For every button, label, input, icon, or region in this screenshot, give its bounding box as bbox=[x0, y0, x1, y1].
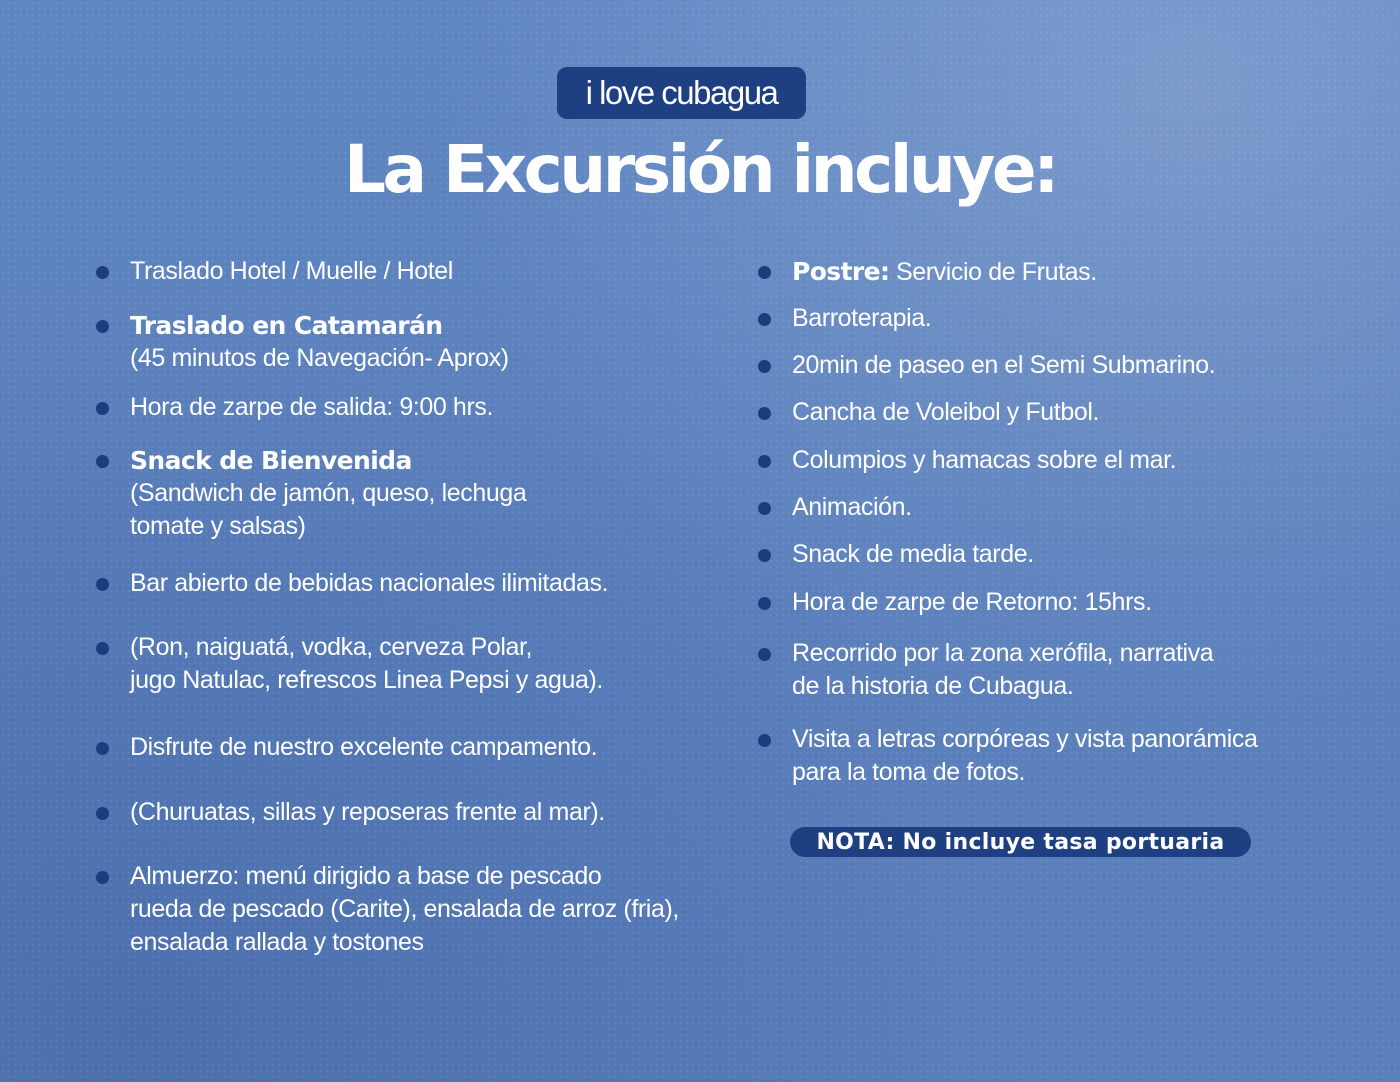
item-heading: Snack de Bienvenida bbox=[130, 446, 412, 475]
item-text: (Sandwich de jamón, queso, lechuga bbox=[130, 479, 527, 507]
item-heading: Traslado en Catamarán bbox=[130, 311, 443, 340]
item-text: Disfrute de nuestro excelente campamento. bbox=[130, 733, 598, 761]
item-text: ensalada rallada y tostones bbox=[130, 928, 424, 956]
item-text: Animación. bbox=[792, 493, 912, 521]
item-text: (Churuatas, sillas y reposeras frente al mar). bbox=[130, 798, 605, 826]
item-text: 20min de paseo en el Semi Submarino. bbox=[792, 351, 1216, 379]
bullet-icon bbox=[96, 402, 109, 415]
item-text: de la historia de Cubagua. bbox=[792, 672, 1074, 700]
item-text: tomate y salsas) bbox=[130, 512, 306, 540]
bullet-icon bbox=[758, 455, 771, 468]
bullet-icon bbox=[96, 578, 109, 591]
bullet-icon bbox=[96, 455, 109, 468]
bullet-icon bbox=[96, 320, 109, 333]
bullet-icon bbox=[758, 648, 771, 661]
item-text: Columpios y hamacas sobre el mar. bbox=[792, 446, 1177, 474]
item-text: Barroterapia. bbox=[792, 304, 932, 332]
item-text: Traslado Hotel / Muelle / Hotel bbox=[130, 257, 453, 285]
item-text: jugo Natulac, refrescos Linea Pepsi y agua). bbox=[130, 666, 603, 694]
item-text: Hora de zarpe de salida: 9:00 hrs. bbox=[130, 393, 494, 421]
item-text: Recorrido por la zona xerófila, narrativa bbox=[792, 639, 1214, 667]
item-text: rueda de pescado (Carite), ensalada de arroz (fria), bbox=[130, 895, 679, 923]
item-text: Almuerzo: menú dirigido a base de pescado bbox=[130, 862, 602, 890]
item-heading: Postre: bbox=[792, 257, 890, 286]
bullet-icon bbox=[96, 642, 109, 655]
bullet-icon bbox=[758, 266, 771, 279]
item-text: para la toma de fotos. bbox=[792, 758, 1026, 786]
bullet-icon bbox=[758, 502, 771, 515]
note-badge: NOTA: No incluye tasa portuaria bbox=[790, 827, 1251, 857]
bullet-icon bbox=[758, 360, 771, 373]
item-text: (45 minutos de Navegación- Aprox) bbox=[130, 344, 509, 372]
item-text bbox=[792, 255, 1378, 289]
item-text: Cancha de Voleibol y Futbol. bbox=[792, 398, 1100, 426]
item-text: Hora de zarpe de Retorno: 15hrs. bbox=[792, 588, 1152, 616]
bullet-icon bbox=[758, 313, 771, 326]
item-text: Bar abierto de bebidas nacionales ilimitadas. bbox=[130, 569, 609, 597]
bullet-icon bbox=[96, 871, 109, 884]
bullet-icon bbox=[96, 807, 109, 820]
bullet-icon bbox=[758, 734, 771, 747]
item-text: (Ron, naiguatá, vodka, cerveza Polar, bbox=[130, 633, 533, 661]
bullet-icon bbox=[758, 597, 771, 610]
brand-logo-badge: i love cubagua bbox=[557, 67, 806, 119]
bullet-icon bbox=[96, 742, 109, 755]
bullet-icon bbox=[96, 266, 109, 279]
item-text-rest: Servicio de Frutas. bbox=[889, 258, 1097, 286]
item-text: Visita a letras corpóreas y vista panorámica bbox=[792, 725, 1258, 753]
page-title: La Excursión incluye: bbox=[343, 131, 1057, 208]
bullet-icon bbox=[758, 407, 771, 420]
bullet-icon bbox=[758, 549, 771, 562]
item-text: Snack de media tarde. bbox=[792, 540, 1034, 568]
